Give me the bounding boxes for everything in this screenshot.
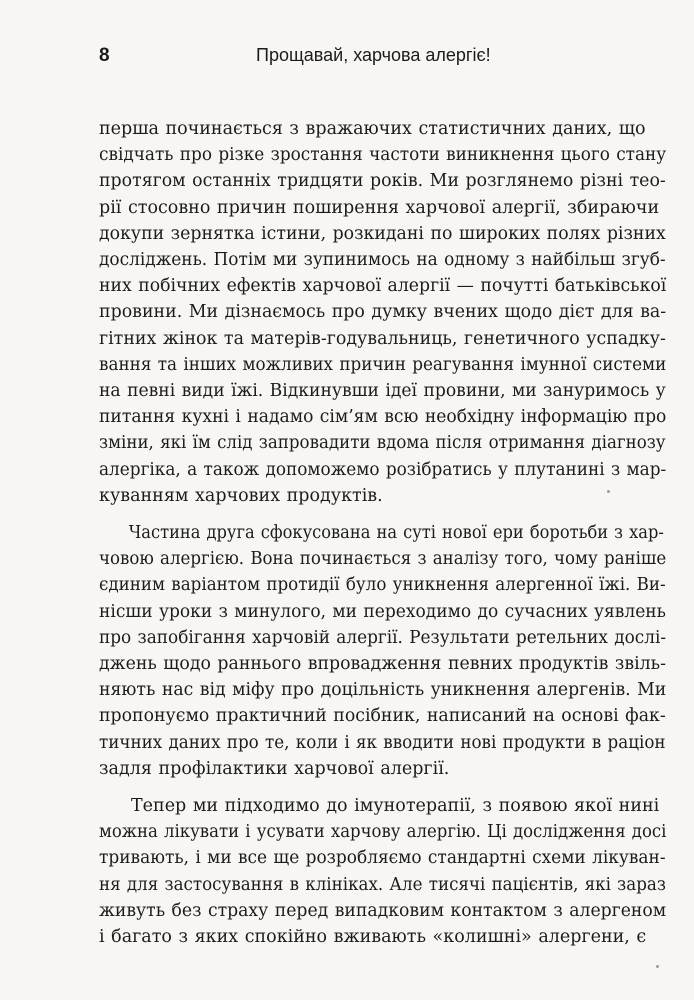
- text-line: протягом останніх тридцяти років. Ми розглянемо різні тео-: [99, 171, 666, 192]
- text-line: єдиним варіантом протидії було уникнення алергенної їжі. Ви-: [99, 575, 666, 596]
- text-line: досліджень. Потім ми зупинимось на одному з найбільш згуб-: [99, 250, 666, 271]
- text-line: ня для застосування в клініках. Але тисячі пацієнтів, які зараз: [99, 874, 666, 895]
- paragraph: [99, 116, 666, 509]
- text-line: Частина друга сфокусована на суті нової ери боротьби з хар-: [128, 523, 664, 544]
- text-line: свідчать про різке зростання частоти виникнення цього стану: [99, 145, 667, 166]
- paragraph-gap: [99, 509, 666, 520]
- paper-speck: [656, 965, 659, 968]
- text-line: них побічних ефектів харчової алергії — почутті батьківської: [99, 276, 667, 297]
- text-line: на певні види їжі. Відкинувши ідеї провини, ми зануримось у: [99, 381, 666, 402]
- text-line: задля профілактики харчової алергії.: [99, 758, 450, 779]
- paper-speck: [607, 490, 610, 493]
- paragraph-gap: [99, 782, 666, 793]
- text-line: няють нас від міфу про доцільність уникнення алергенів. Ми: [99, 680, 667, 701]
- page-header: [0, 45, 694, 75]
- text-line: куванням харчових продуктів.: [99, 485, 383, 506]
- text-line: рії стосовно причин поширення харчової алергії, збираючи: [99, 197, 660, 218]
- text-line: нісши уроки з минулого, ми переходимо до сучасних уявлень: [99, 601, 666, 622]
- text-line: джень щодо раннього впровадження певних продуктів звіль-: [99, 654, 666, 675]
- text-line: Тепер ми підходимо до імунотерапії, з появою якої нині: [131, 796, 660, 817]
- text-line: алергіка, а також допоможемо розібратись у плутанині з мар-: [99, 459, 667, 480]
- paragraph: [99, 520, 666, 782]
- text-line: можна лікувати і усувати харчову алергію. Ці дослідження досі: [99, 822, 667, 843]
- text-line: пропонуємо практичний посібник, написаний на основі фак-: [99, 706, 666, 727]
- running-title: Прощавай, харчова алергіє!: [256, 45, 491, 65]
- text-line: перша починається з вражаючих статистичних даних, що: [99, 119, 646, 139]
- text-line: і багато з яких спокійно вживають «колишні» алергени, є: [99, 927, 647, 948]
- text-line: про запобігання харчовій алергії. Результати ретельних дослі-: [99, 627, 667, 648]
- text-line: питання кухні і надамо сім’ям всю необхідну інформацію про: [99, 407, 667, 428]
- text-line: докупи зернятка істини, розкидані по широких полях різних: [99, 223, 666, 244]
- paragraph: [99, 793, 666, 950]
- text-line: провини. Ми дізнаємось про думку вчених щодо дієт для ва-: [99, 302, 667, 323]
- text-line: гітних жінок та матерів-годувальниць, генетичного успадку-: [99, 328, 666, 349]
- text-line: вання та інших можливих причин реагування імунної системи: [99, 354, 667, 375]
- text-line: тривають, і ми все ще розробляємо стандартні схеми лікуван-: [99, 848, 666, 869]
- text-line: живуть без страху перед випадковим контактом з алергеном: [99, 900, 667, 921]
- text-line: зміни, які їм слід запровадити вдома після отримання діагнозу: [99, 433, 666, 454]
- body-text: [99, 116, 666, 950]
- page-number: 8: [99, 45, 111, 66]
- text-line: човою алергією. Вона починається з аналізу того, чому раніше: [99, 549, 667, 570]
- text-line: тичних даних про те, коли і як вводити нові продукти в раціон: [99, 732, 666, 753]
